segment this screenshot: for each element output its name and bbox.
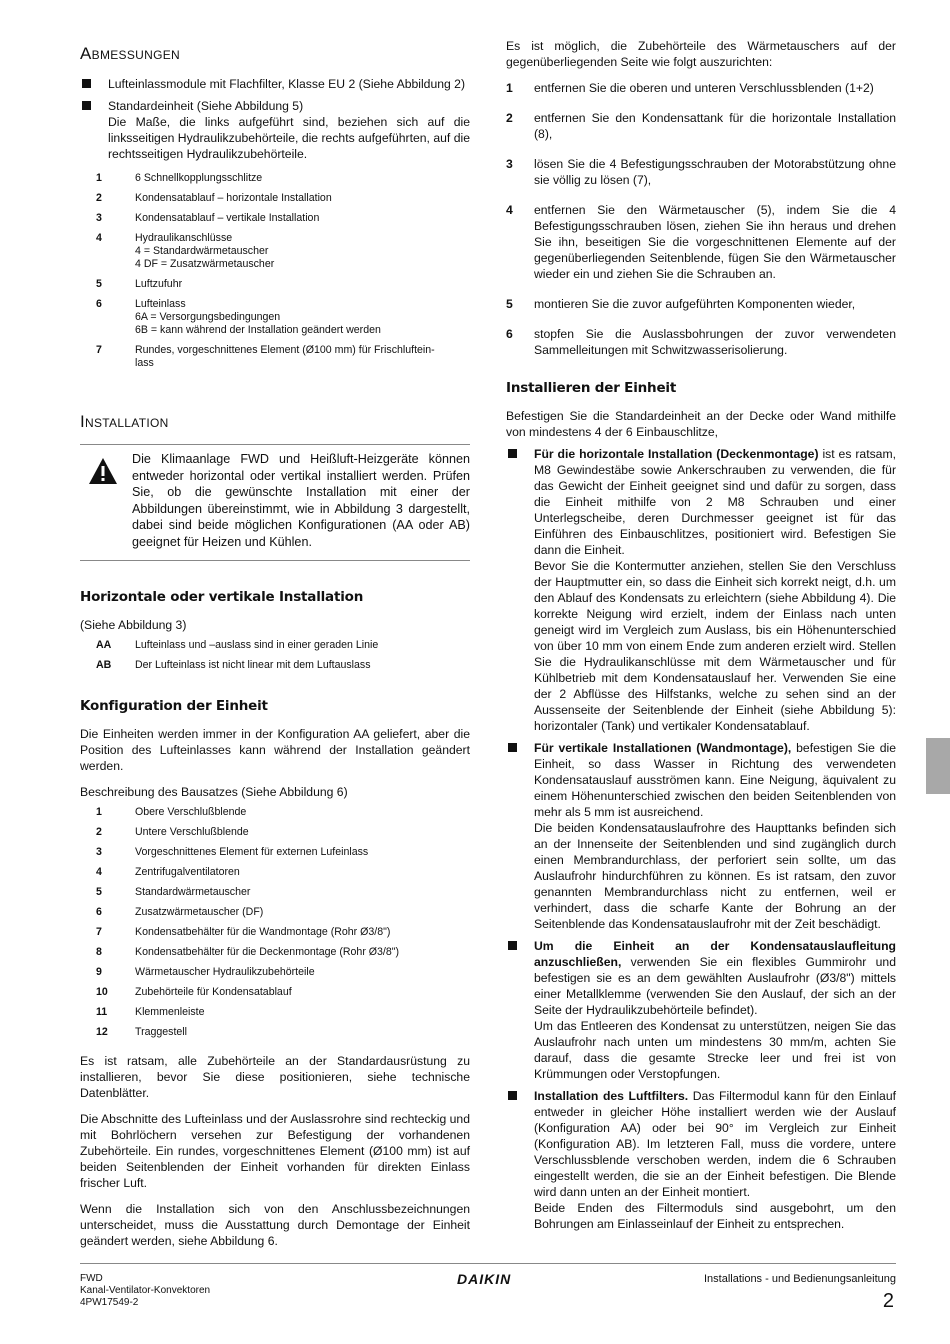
warning-text: Die Klimaanlage FWD und Heißluft-Heizgeräte können entweder horizontal oder vertikal installiert werden. Prüfen Sie, ob die gewünschte Installation mit einer der Abbildungen übereinstimmt, wie in Abbildung 3 dargestellt, dabei sind beide möglichen Konfigurationen (AA oder AB) geeignet für Heizen und Kühlen. xyxy=(132,452,470,549)
item-number: 1 xyxy=(506,81,513,95)
item-line: lass xyxy=(135,357,154,369)
item-text: Standardwärmetauscher xyxy=(135,886,251,898)
item-number: 1 xyxy=(96,806,102,818)
page-number: 2 xyxy=(882,1290,894,1312)
list-item xyxy=(96,344,470,370)
item-text: entfernen Sie die oberen und unteren Verschlussblenden (1+2) xyxy=(534,81,874,95)
item-number: 9 xyxy=(96,966,102,978)
item-text: entfernen Sie den Kondensattank für die horizontale Installation (8), xyxy=(534,111,896,141)
list-item xyxy=(506,110,896,142)
list-item xyxy=(96,298,470,337)
footer-doc-info xyxy=(80,1273,210,1309)
item-line: 6 Schnellkopplungsschlitze xyxy=(135,172,263,184)
hv-title: Horizontale oder vertikale Installation xyxy=(80,589,364,605)
item-number: 11 xyxy=(96,1006,108,1018)
install-intro: Befestigen Sie die Standardeinheit an der Decke oder Wand mithilfe von mindestens 4 der 6 Einbauschlitze, xyxy=(506,409,896,439)
page-side-tab xyxy=(926,738,950,794)
reorient-intro: Es ist möglich, die Zubehörteile des Wärmetauschers auf der gegenüberliegenden Seite wie folgt auszurichten: xyxy=(506,39,896,69)
list-item xyxy=(506,156,896,188)
bullet-square xyxy=(508,743,517,752)
item-line: 6A = Versorgungsbedingungen xyxy=(135,311,281,323)
list-item xyxy=(96,886,470,899)
item-text: lösen Sie die 4 Befestigungsschrauben der Motorabstützung ohne sie völlig zu lösen (7), xyxy=(534,157,896,187)
item-number: 8 xyxy=(96,946,102,958)
bullet-bold-lead: Für vertikale Installationen (Wandmontage), xyxy=(534,741,792,755)
item-number: 5 xyxy=(96,278,102,290)
item-text: Vorgeschnittenes Element für externen Lufeinlass xyxy=(135,846,369,858)
bullet-item xyxy=(506,1088,896,1232)
bullet-square xyxy=(508,941,517,950)
item-text: Wärmetauscher Hydraulikzubehörteile xyxy=(135,966,315,978)
reorient-steps xyxy=(506,80,896,358)
item-line: 4 = Standardwärmetauscher xyxy=(135,245,269,257)
list-item xyxy=(506,202,896,282)
right-column xyxy=(506,38,896,1242)
bullet-bold-lead: Um die Einheit an der Kondensatauslaufleitung anzuschließen, xyxy=(534,939,896,969)
bullet-text: ist es ratsam, M8 Gewindestäbe sowie Ankerschrauben zu verwenden, die für das Gewicht der Einheit geeignet sind und dafür zu sorgen, dass die Einheit mithilfe von 2 M8 Schrauben und einer Unterlegscheibe, deren Durchmesser geeignet ist für das Einführen des Einbauschlitzes, positioniert wird. Befestigen Sie dann die Einheit. xyxy=(534,447,896,557)
bullet-extra: Die beiden Kondensatauslaufrohre des Haupttanks befinden sich an der Innenseite der Seitenblenden und sind zugänglich durch einen Membrandurchlass, der perforiert sein sollte, um das Auslaufrohr hindurchführen zu können. Es ist ratsam, den zuvor genannten Membrandurchlass nicht zu entfernen, weil er verhindert, dass die scharfe Kante der Bohrung an der Seitenblende das Kondensatauslaufrohr mit der Zeit beschädigt. xyxy=(534,821,896,931)
item-number: 3 xyxy=(96,846,102,858)
config-p4: Die Abschnitte des Lufteinlass und der Auslassrohre sind rechteckig und mit Bohrlöchern versehen zur Befestigung der vorhandenen Zubehörteile. Ein rundes, vorgeschnittenes Element (Ø100 mm) ist auf beiden Seitenblenden der Einheit vorhanden für direkten Einlass frischer Luft. xyxy=(80,1112,470,1190)
item-text: Kondensatbehälter für die Deckenmontage (Rohr Ø3/8") xyxy=(135,946,400,958)
item-text: stopfen Sie die Auslassbohrungen der zuvor verwendeten Sammelleitungen mit Schwitzwasserisolierung. xyxy=(534,327,896,357)
dimensions-title: Abmessungen xyxy=(80,44,180,63)
footer-docnum: 4PW17549-2 xyxy=(80,1297,139,1308)
daikin-logo: DAIKIN xyxy=(457,1271,512,1287)
item-number: 6 xyxy=(506,327,513,341)
item-number: 12 xyxy=(96,1026,108,1038)
item-number: 6 xyxy=(96,906,102,918)
item-text: Obere Verschlußblende xyxy=(135,806,247,818)
item-text: Kondensatbehälter für die Wandmontage (Rohr Ø3/8") xyxy=(135,926,391,938)
item-text: Der Lufteinlass ist nicht linear mit dem Luftauslass xyxy=(135,659,371,671)
list-item xyxy=(96,966,470,979)
item-number: 3 xyxy=(96,212,102,224)
bullet-text: Lufteinlassmodule mit Flachfilter, Klasse EU 2 (Siehe Abbildung 2) xyxy=(108,77,466,91)
list-item xyxy=(506,296,896,312)
list-item xyxy=(96,826,470,839)
install-bullets xyxy=(506,446,896,1232)
bullet-bold-lead: Installation des Luftfilters. xyxy=(534,1089,689,1103)
bullet-item xyxy=(80,76,470,92)
list-item xyxy=(96,866,470,879)
bullet-text: Das Filtermodul kann für den Einlauf entweder in gleicher Höhe installiert werden wie der Auslauf (Konfiguration AA) oder bei 90° im Vergleich zur Einheit (Konfiguration AB). Im letzteren Fall, muss die vordere, untere Verschlussblende verschoben werden, indem die 6 Schrauben eingestellt werden, die sie an der Einheit befestigen. Die Blende wird dann unten an der Einheit montiert. xyxy=(534,1089,896,1199)
list-item xyxy=(96,1026,470,1039)
install-title: Installieren der Einheit xyxy=(506,380,677,396)
item-text: Lufteinlass und –auslass sind in einer geraden Linie xyxy=(135,639,379,651)
bullet-text: Standardeinheit (Siehe Abbildung 5) xyxy=(108,99,304,113)
item-number: 5 xyxy=(96,886,102,898)
item-number: 2 xyxy=(506,111,513,125)
item-text: Traggestell xyxy=(135,1026,188,1038)
bullet-square xyxy=(508,449,517,458)
left-column xyxy=(80,38,470,1259)
dimensions-bullets xyxy=(80,76,470,162)
bullet-item xyxy=(506,740,896,932)
config-p2: Beschreibung des Bausatzes (Siehe Abbildung 6) xyxy=(80,785,348,799)
list-item xyxy=(96,986,470,999)
hv-ref: (Siehe Abbildung 3) xyxy=(80,618,187,632)
item-text: Untere Verschlußblende xyxy=(135,826,249,838)
warning-box xyxy=(80,444,470,561)
bullet-text: befestigen Sie die Einheit, so dass Wasser in Richtung des verwendeten Kondensatauslauf ausströmen kann. Eine Neigung, äquivalent zu einem Höhenunterschied zwischen den beiden Seitenblenden von mehr als 5 mm ist ausreichend. xyxy=(534,741,896,819)
item-text: Zubehörteile für Kondensatablauf xyxy=(135,986,292,998)
list-item xyxy=(96,232,470,271)
warning-icon xyxy=(88,457,118,485)
bullet-text: verwenden Sie ein flexibles Gummirohr und befestigen sie es an dem gewählten Auslaufrohr (Ø3/8") mittels einer Metallklemme (verwenden Sie den Auslauf, der sich an der Seite der Hydraulikzubehörteile befindet). xyxy=(534,955,896,1017)
list-item xyxy=(96,172,470,185)
list-item xyxy=(96,659,470,672)
bullet-bold-lead: Für die horizontale Installation (Deckenmontage) xyxy=(534,447,819,461)
list-item xyxy=(96,846,470,859)
item-line: Kondensatablauf – horizontale Installation xyxy=(135,192,332,204)
config-p3: Es ist ratsam, alle Zubehörteile an der Standardausrüstung zu installieren, bevor Sie diese positionieren, siehe technische Datenblätter. xyxy=(80,1054,470,1100)
item-line: Luftzufuhr xyxy=(135,278,183,290)
item-number: 2 xyxy=(96,192,102,204)
list-item xyxy=(96,946,470,959)
item-number: 1 xyxy=(96,172,102,184)
footer-model: FWD xyxy=(80,1273,103,1284)
bullet-item xyxy=(506,446,896,734)
item-line: 6B = kann während der Installation geändert werden xyxy=(135,324,381,336)
list-item xyxy=(506,326,896,358)
footer-divider xyxy=(80,1263,896,1264)
bullet-extra: Die Maße, die links aufgeführt sind, beziehen sich auf die linksseitigen Hydraulikzubehörteile, die rechts aufgeführten, auf die rechtsseitigen Hydraulikzubehörteile. xyxy=(108,115,470,161)
item-line: 4 DF = Zusatzwärmetauscher xyxy=(135,258,275,270)
item-text: Zentrifugalventilatoren xyxy=(135,866,240,878)
item-number: 7 xyxy=(96,926,102,938)
kit-list xyxy=(80,806,470,1039)
item-number: 4 xyxy=(96,866,102,878)
config-p5: Wenn die Installation sich von den Anschlussbezeichnungen unterscheidet, muss die Ausstattung durch Demontage der Einheit geändert werden, siehe Abbildung 6. xyxy=(80,1202,470,1248)
item-text: montieren Sie die zuvor aufgeführten Komponenten wieder, xyxy=(534,297,856,311)
hv-list xyxy=(80,639,470,672)
item-number: 2 xyxy=(96,826,102,838)
dimensions-list xyxy=(80,172,470,370)
installation-title: Installation xyxy=(80,412,169,431)
bullet-square xyxy=(82,79,91,88)
footer-product: Kanal-Ventilator-Konvektoren xyxy=(80,1285,211,1296)
item-number: 3 xyxy=(506,157,513,171)
bullet-item xyxy=(80,98,470,162)
item-number: 10 xyxy=(96,986,108,998)
item-number: 6 xyxy=(96,298,102,310)
list-item xyxy=(506,80,896,96)
list-item xyxy=(96,192,470,205)
item-text: entfernen Sie den Wärmetauscher (5), indem Sie die 4 Befestigungsschrauben lösen, ziehen Sie ihn heraus und drehen Sie ihn, beseitigen Sie die vorgeschnittenen Elemente auf der gegenüberliegenden Seitenblende, fügen Sie den Wärmetauscher wieder ein und ziehen Sie die Schrauben an. xyxy=(534,203,896,281)
config-title: Konfiguration der Einheit xyxy=(80,698,268,714)
item-text: Klemmenleiste xyxy=(135,1006,205,1018)
item-number: 7 xyxy=(96,344,102,356)
bullet-extra: Bevor Sie die Kontermutter anziehen, stellen Sie den Verschluss der Hauptmutter ein, so dass die Einheit sich korrekt neigt, d.h. um den Ablauf des Kondensats zu erleichtern (siehe Abbildung 4). Die korrekte Neigung wird erzielt, indem der Einlass nach unten geneigt wird im Vergleich zum Auslass, bis ein Höhenunterschied von über 10 mm von einem Ende zum anderen erzielt wird. Stellen Sie die Hydraulikanschlüsse mit dem Wärmetauscher und für Kühlbetrieb mit dem Kondensatauslauf her. Verwenden Sie eine der 2 Abflüsse des Hilfstanks, welche zu sehen sind an der Aussenseite der Seitenblende der Einheit (siehe Abbildung 5): horizontaler (Tank) und vertikaler Kondensatablauf. xyxy=(534,559,896,733)
item-line: Lufteinlass xyxy=(135,298,186,310)
bullet-square xyxy=(508,1091,517,1100)
list-item xyxy=(96,1006,470,1019)
item-number: AB xyxy=(96,659,112,671)
bullet-extra: Beide Enden des Filtermoduls sind ausgebohrt, um den Bohrungen am Einlasseinlauf der Einheit zu entsprechen. xyxy=(534,1201,896,1231)
item-number: 5 xyxy=(506,297,513,311)
footer-manual-title: Installations - und Bedienungsanleitung xyxy=(703,1273,896,1285)
bullet-square xyxy=(82,101,91,110)
item-number: AA xyxy=(96,639,112,651)
item-line: Hydraulikanschlüsse xyxy=(135,232,233,244)
item-line: Kondensatablauf – vertikale Installation xyxy=(135,212,320,224)
list-item xyxy=(96,906,470,919)
item-text: Zusatzwärmetauscher (DF) xyxy=(135,906,264,918)
list-item xyxy=(96,278,470,291)
list-item xyxy=(96,926,470,939)
bullet-extra: Um das Entleeren des Kondensat zu unterstützen, neigen Sie das Auslaufrohr nach unten um mindestens 30 mm/m, achten Sie darauf, dass die gesamte Strecke leer und frei ist von Krümmungen oder Verstopfungen. xyxy=(534,1019,896,1081)
item-line: Rundes, vorgeschnittenes Element (Ø100 mm) für Frischluftein- xyxy=(135,344,435,356)
list-item xyxy=(96,212,470,225)
list-item xyxy=(96,639,470,652)
bullet-item xyxy=(506,938,896,1082)
item-number: 4 xyxy=(506,203,513,217)
list-item xyxy=(96,806,470,819)
item-number: 4 xyxy=(96,232,102,244)
config-p1: Die Einheiten werden immer in der Konfiguration AA geliefert, aber die Position des Lufteinlasses kann während der Installation geändert werden. xyxy=(80,727,470,773)
